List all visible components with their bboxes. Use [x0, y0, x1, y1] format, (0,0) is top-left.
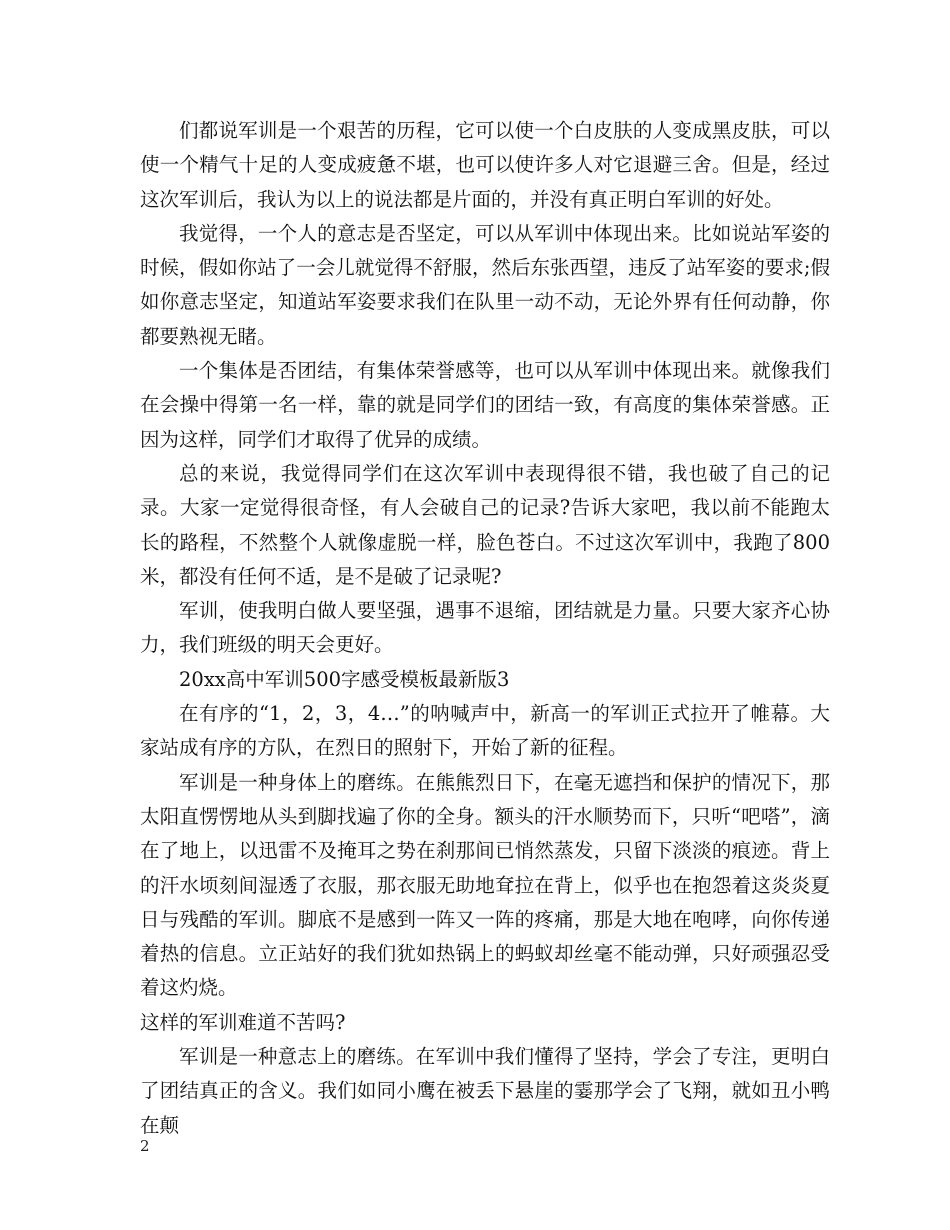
- paragraph: 这样的军训难道不苦吗?: [140, 1010, 346, 1034]
- paragraph: 军训是一种身体上的磨练。在熊熊烈日下，在毫无遮挡和保护的情况下，那太阳直愣愣地从头到脚找遍了你的全身。额头的汗水顺势而下，只听“吧嗒”，滴在了地上，以迅雷不及掩耳之势在刹那间已悄然蒸发，只留下淡淡的痕迹。背上的汗水顷刻间湿透了衣服，那衣服无助地耷拉在背上，似乎也在抱怨着这炎炎夏日与残酷的军训。脚底不是感到一阵又一阵的疼痛，那是大地在咆哮，向你传递着热的信息。立正站好的我们犹如热锅上的蚂蚁却丝毫不能动弹，只好顽强忍受着这灼烧。: [140, 770, 830, 1000]
- paragraph: 一个集体是否团结，有集体荣誉感等，也可以从军训中体现出来。就像我们在会操中得第一名一样，靠的就是同学们的团结一致，有高度的集体荣誉感。正因为这样，同学们才取得了优异的成绩。: [140, 359, 830, 451]
- section-heading: 20xx高中军训500字感受模板最新版3: [179, 667, 510, 691]
- paragraph: 我觉得，一个人的意志是否坚定，可以从军训中体现出来。比如说站军姿的时候，假如你站了一会儿就觉得不舒服，然后东张西望，违反了站军姿的要求;假如你意志坚定，知道站军姿要求我们在队里一动不动，无论外界有任何动静，你都要熟视无睹。: [140, 221, 830, 348]
- paragraph: 在有序的“1，2，3，4…”的呐喊声中，新高一的军训正式拉开了帷幕。大家站成有序的方队，在烈日的照射下，开始了新的征程。: [140, 702, 830, 760]
- paragraph: 总的来说，我觉得同学们在这次军训中表现得很不错，我也破了自己的记录。大家一定觉得很奇怪，有人会破自己的记录?告诉大家吧，我以前不能跑太长的路程，不然整个人就像虚脱一样，脸色苍白。不过这次军训中，我跑了800米，都没有任何不适，是不是破了记录呢?: [140, 461, 830, 588]
- body-text: [140, 114, 830, 1143]
- paragraph: 军训，使我明白做人要坚强，遇事不退缩，团结就是力量。只要大家齐心协力，我们班级的明天会更好。: [140, 599, 830, 657]
- paragraph: 们都说军训是一个艰苦的历程，它可以使一个白皮肤的人变成黑皮肤，可以使一个精气十足的人变成疲惫不堪，也可以使许多人对它退避三舍。但是，经过这次军训后，我认为以上的说法都是片面的，并没有真正明白军训的好处。: [140, 119, 830, 211]
- page-number: 2: [140, 1137, 150, 1155]
- paragraph: 军训是一种意志上的磨练。在军训中我们懂得了坚持，学会了专注，更明白了团结真正的含义。我们如同小鹰在被丢下悬崖的霎那学会了飞翔，就如丑小鸭在颠: [140, 1045, 830, 1137]
